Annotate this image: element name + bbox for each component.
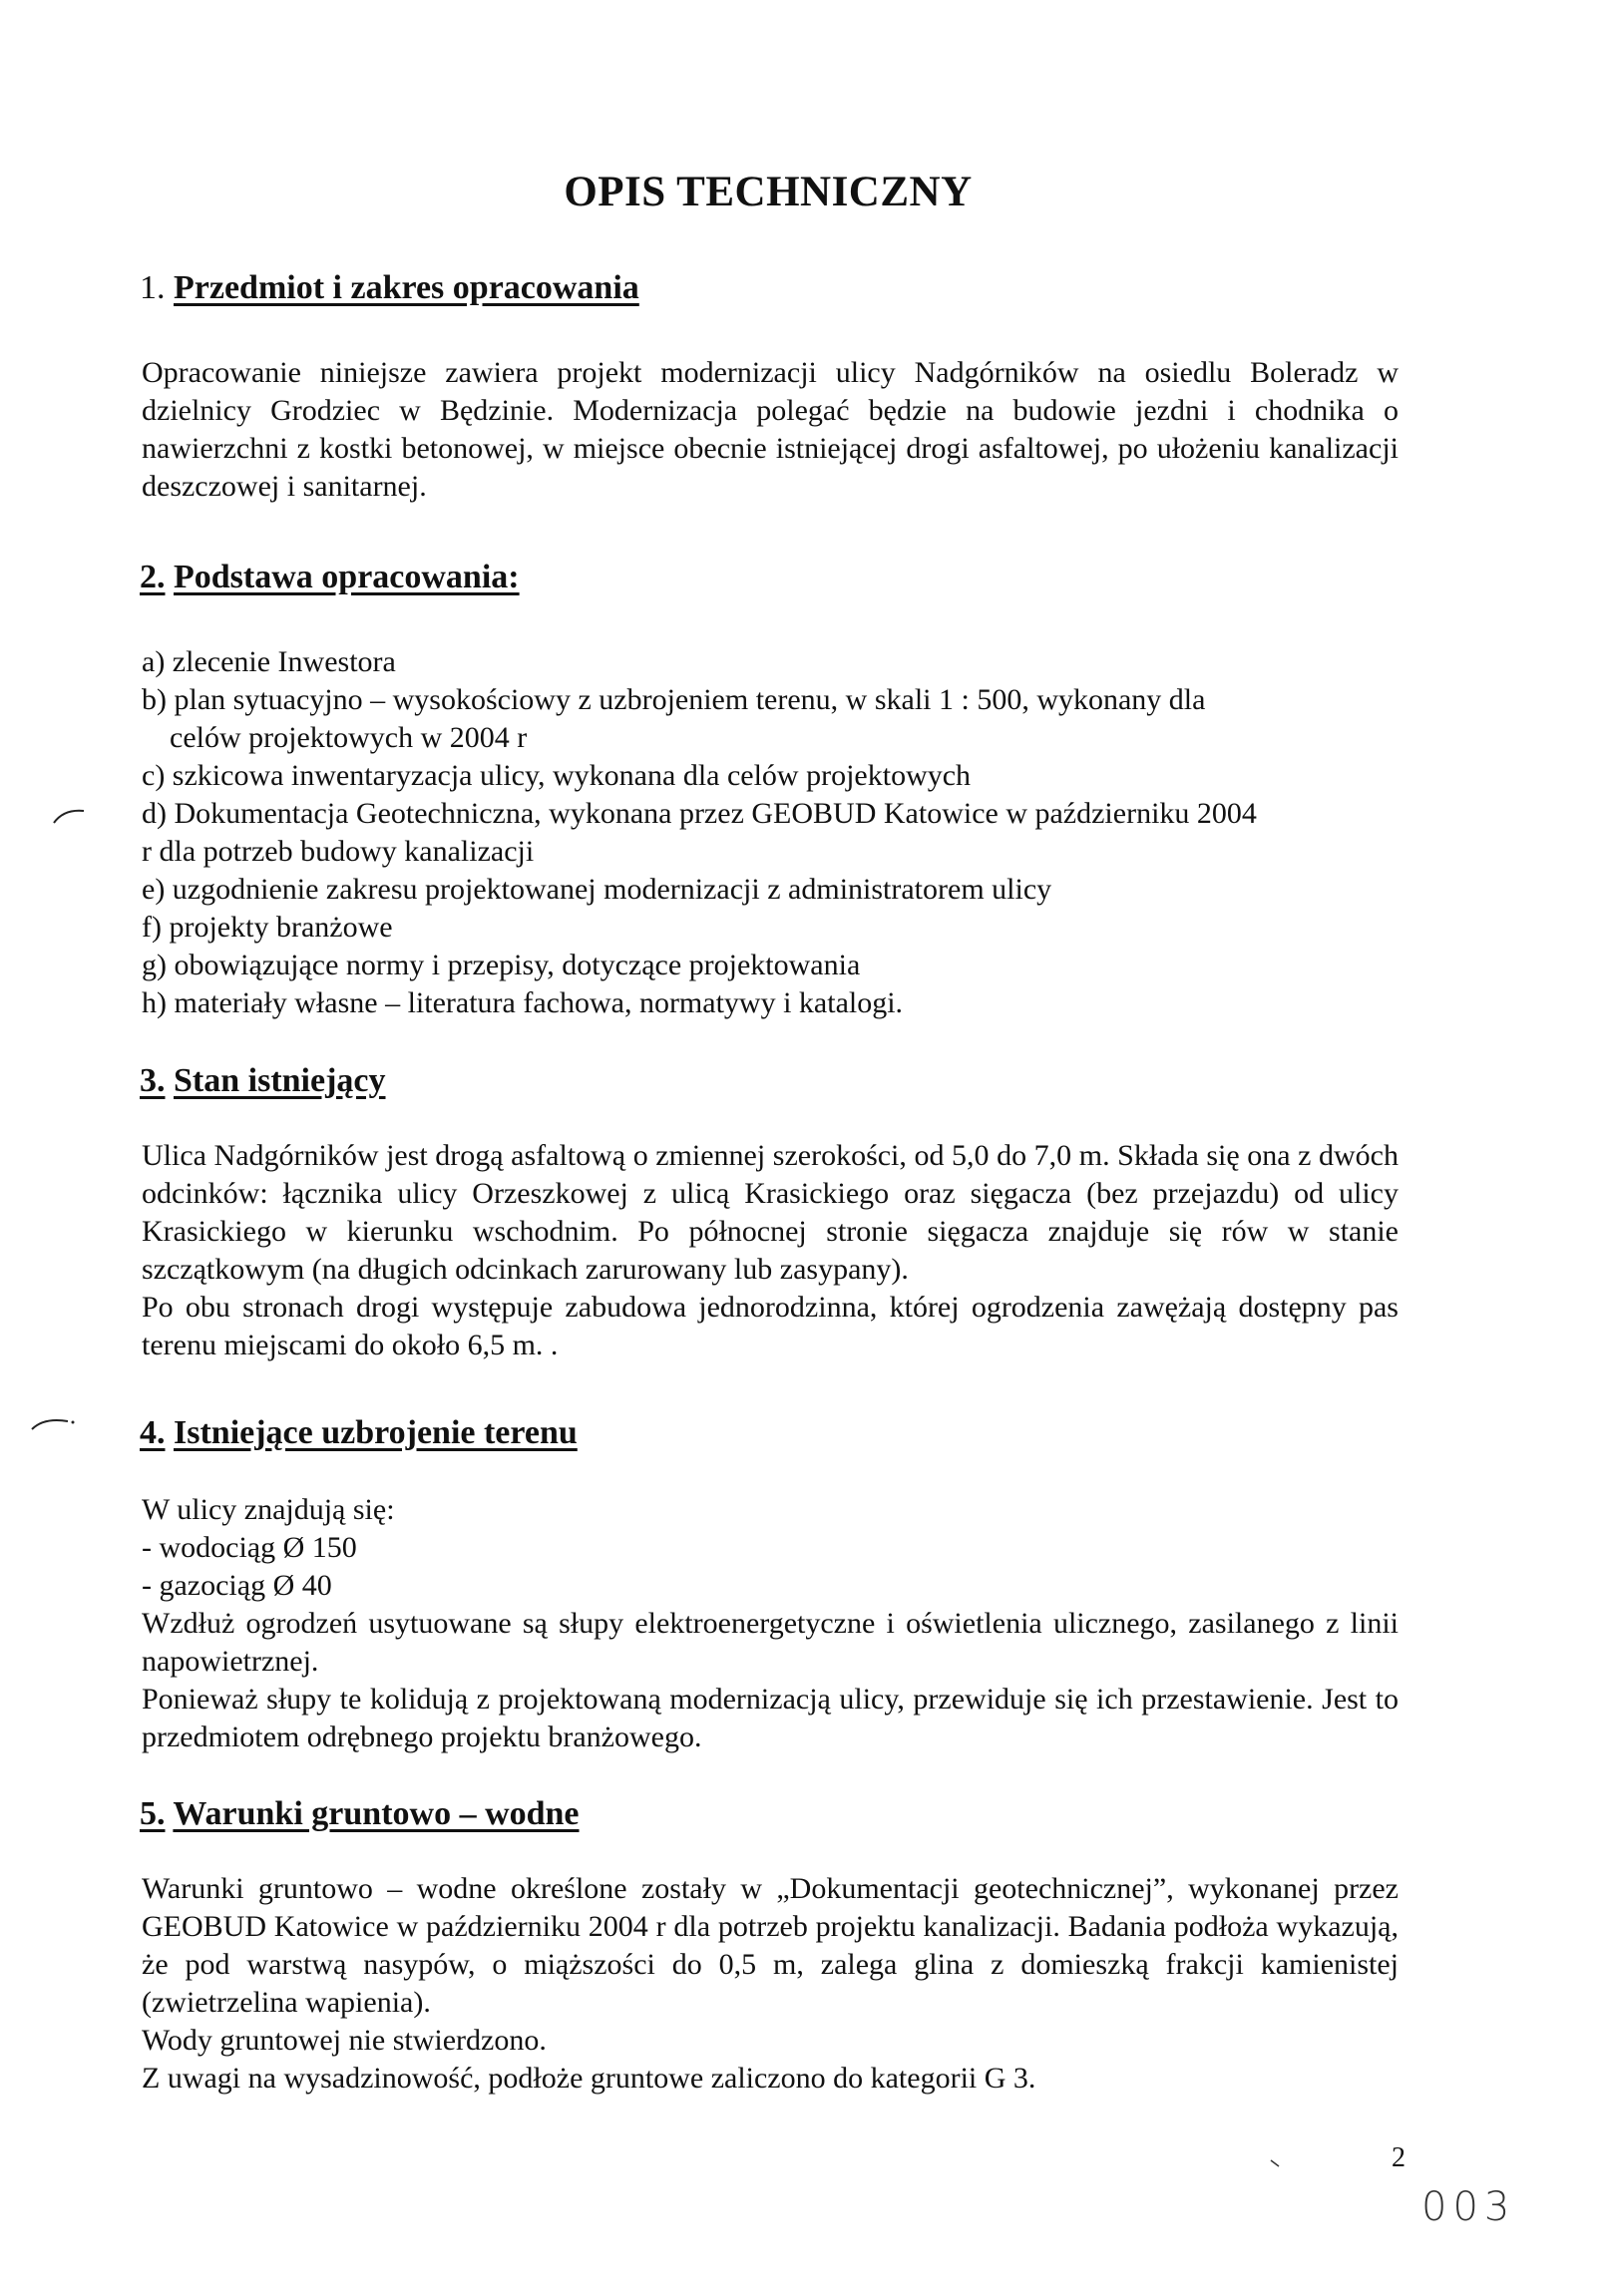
list-item: g) obowiązujące normy i przepisy, dotyczące projektowania bbox=[142, 949, 861, 981]
section-4-paragraph: Ponieważ słupy te kolidują z projektowaną modernizacją ulicy, przewiduje się ich przestawienie. Jest to przedmiotem odrębnego projektu branżowego. bbox=[142, 1683, 1399, 1753]
section-4-paragraph: Wzdłuż ogrodzeń usytuowane są słupy elektroenergetyczne i oświetlenia ulicznego, zasilanego z linii napowietrznej. bbox=[142, 1607, 1399, 1678]
section-1-heading bbox=[140, 269, 639, 307]
section-3-number: 3. bbox=[140, 1062, 166, 1099]
section-1-paragraph: Opracowanie niniejsze zawiera projekt modernizacji ulicy Nadgórników na osiedlu Boleradz w dzielnicy Grodziec w Będzinie. Modernizacja polegać będzie na budowie jezdni i chodnika o nawierzchni z kostki betonowej, w miejsce obecnie istniejącej drogi asfaltowej, po ułożeniu kanalizacji deszczowej i sanitarnej. bbox=[142, 356, 1399, 503]
section-4-line: - gazociąg Ø 40 bbox=[142, 1569, 332, 1602]
section-3-paragraph: Ulica Nadgórników jest drogą asfaltową o zmiennej szerokości, od 5,0 do 7,0 m. Składa się ona z dwóch odcinków: łącznika ulicy Orzeszkowej z ulicą Krasickiego oraz sięgacza (bez przejazdu) od ulicy Krasickiego w kierunku wschodnim. Po północnej stronie sięgacza znajduje się rów w stanie szczątkowym (na długich odcinkach zarurowany lub zasypany). bbox=[142, 1139, 1399, 1286]
section-1-body bbox=[142, 354, 1399, 506]
section-3-heading bbox=[140, 1062, 386, 1100]
section-5-paragraph: Wody gruntowej nie stwierdzono. bbox=[142, 2024, 547, 2057]
list-item: d) Dokumentacja Geotechniczna, wykonana przez GEOBUD Katowice w październiku 2004 bbox=[142, 797, 1257, 830]
list-item: a) zlecenie Inwestora bbox=[142, 645, 396, 678]
section-1-title: Przedmiot i zakres opracowania bbox=[174, 269, 639, 306]
margin-mark-icon bbox=[50, 803, 90, 828]
section-5-number: 5. bbox=[140, 1795, 166, 1832]
page-number: 2 bbox=[1392, 2142, 1405, 2173]
section-4-heading bbox=[140, 1414, 578, 1452]
section-5-heading bbox=[140, 1795, 580, 1833]
section-2-title: Podstawa opracowania: bbox=[174, 559, 520, 595]
section-4-number: 4. bbox=[140, 1414, 166, 1451]
section-3-paragraph: Po obu stronach drogi występuje zabudowa jednorodzinna, której ogrodzenia zawężają dostępny pas terenu miejscami do około 6,5 m. . bbox=[142, 1291, 1399, 1361]
list-item: celów projektowych w 2004 r bbox=[170, 721, 528, 754]
list-item: h) materiały własne – literatura fachowa, normatywy i katalogi. bbox=[142, 986, 904, 1019]
basis-list bbox=[142, 643, 1399, 1022]
list-item: e) uzgodnienie zakresu projektowanej modernizacji z administratorem ulicy bbox=[142, 873, 1052, 906]
section-3-body bbox=[142, 1137, 1399, 1364]
margin-mark-icon bbox=[28, 1411, 78, 1436]
stamp-number: 003 bbox=[1421, 2184, 1516, 2230]
section-5-paragraph: Warunki gruntowo – wodne określone zostały w „Dokumentacji geotechnicznej”, wykonanej przez GEOBUD Katowice w październiku 2004 r dla potrzeb projektu kanalizacji. Badania podłoża wykazują, że pod warstwą nasypów, o miąższości do 0,5 m, zalega glina z domieszką frakcji kamienistej (zwietrzelina wapienia). bbox=[142, 1872, 1399, 2019]
section-4-line: W ulicy znajdują się: bbox=[142, 1493, 395, 1526]
list-item: b) plan sytuacyjno – wysokościowy z uzbrojeniem terenu, w skali 1 : 500, wykonany dla bbox=[142, 683, 1206, 716]
list-item: r dla potrzeb budowy kanalizacji bbox=[142, 835, 535, 868]
document-title: OPIS TECHNICZNY bbox=[564, 169, 973, 215]
list-item: f) projekty branżowe bbox=[142, 911, 393, 944]
section-4-body bbox=[142, 1491, 1399, 1756]
list-item: c) szkicowa inwentaryzacja ulicy, wykonana dla celów projektowych bbox=[142, 759, 972, 792]
section-2-heading bbox=[140, 559, 520, 596]
section-3-title: Stan istniejący bbox=[174, 1062, 386, 1099]
section-4-title: Istniejące uzbrojenie terenu bbox=[174, 1414, 578, 1451]
section-5-title: Warunki gruntowo – wodne bbox=[173, 1795, 580, 1832]
section-5-paragraph: Z uwagi na wysadzinowość, podłoże gruntowe zaliczono do kategorii G 3. bbox=[142, 2062, 1036, 2095]
section-2-number: 2. bbox=[140, 559, 166, 595]
scan-speck-icon bbox=[1267, 2154, 1287, 2174]
section-5-body bbox=[142, 1870, 1399, 2098]
section-1-number: 1. bbox=[140, 269, 166, 306]
section-4-line: - wodociąg Ø 150 bbox=[142, 1531, 357, 1564]
